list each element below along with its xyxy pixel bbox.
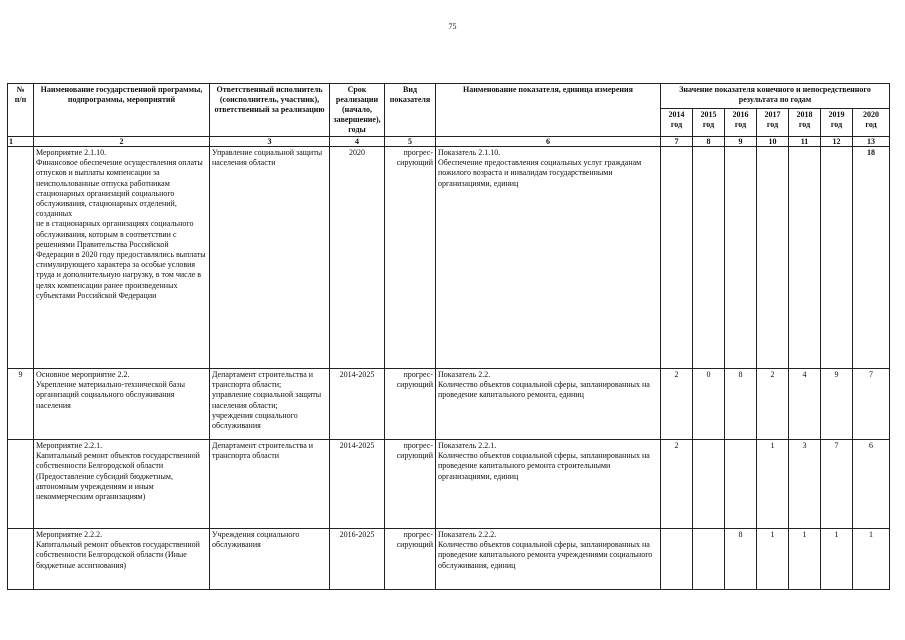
row-responsible: Управление социальной защиты населения области <box>210 147 330 369</box>
column-number: 11 <box>789 137 821 147</box>
table-row <box>8 369 890 440</box>
column-number: 2 <box>34 137 210 147</box>
row-term: 2016-2025 <box>330 529 385 590</box>
row-value: 18 <box>853 147 890 369</box>
column-number: 4 <box>330 137 385 147</box>
row-value: 1 <box>757 440 789 529</box>
table-row <box>8 440 890 529</box>
column-number: 13 <box>853 137 890 147</box>
column-numbers-row <box>8 137 890 147</box>
row-value: 8 <box>725 529 757 590</box>
row-responsible: Департамент строительства и транспорта области; управление социальной защиты населения области; учреждения социального обслуживания <box>210 369 330 440</box>
row-value: 3 <box>789 440 821 529</box>
row-num <box>8 147 34 369</box>
row-value <box>757 147 789 369</box>
row-indicator: Показатель 2.1.10. Обеспечение предоставления социальных услуг гражданам пожилого возраста и инвалидам государственными организациями, единиц <box>436 147 661 369</box>
row-value <box>693 529 725 590</box>
column-number: 9 <box>725 137 757 147</box>
row-name: Мероприятие 2.2.2. Капитальный ремонт объектов государственной собственности Белгородской области (Иные бюджетные ассигнования) <box>34 529 210 590</box>
column-number: 6 <box>436 137 661 147</box>
header-indicator: Наименование показателя, единица измерения <box>436 84 661 137</box>
row-term: 2020 <box>330 147 385 369</box>
row-num <box>8 440 34 529</box>
header-name: Наименование государственной программы, подпрограммы, мероприятий <box>34 84 210 137</box>
header-term: Срок реализации (начало, завершение), годы <box>330 84 385 137</box>
row-value: 1 <box>757 529 789 590</box>
table-row <box>8 147 890 369</box>
row-name: Мероприятие 2.1.10. Финансовое обеспечение осуществления оплаты отпусков и выплаты компенсации за неиспользованные отпуска работникам стационарных организаций социального обслуживания, стационарных отделений, созданных не в стационарных организациях социального обслуживания, которым в соответствии с решениями Правительства Российской Федерации в 2020 году предоставлялись выплаты стимулирующего характера за особые условия труда и дополнительную нагрузку, в том числе в целях компенсации ранее произведенных субъектами Российской Федерации <box>34 147 210 369</box>
header-values-group: Значение показателя конечного и непосредственного результата по годам <box>661 84 890 109</box>
column-number: 10 <box>757 137 789 147</box>
row-value: 0 <box>693 369 725 440</box>
row-value: 1 <box>853 529 890 590</box>
row-value: 4 <box>789 369 821 440</box>
header-row <box>8 84 890 109</box>
header-year: 2014 год <box>661 109 693 137</box>
row-value: 1 <box>821 529 853 590</box>
row-value <box>725 147 757 369</box>
row-indicator: Показатель 2.2.2. Количество объектов социальной сферы, запланированных на проведение капитального ремонта учреждениями социального обслуживания, единиц <box>436 529 661 590</box>
row-value: 8 <box>725 369 757 440</box>
row-indicator: Показатель 2.2. Количество объектов социальной сферы, запланированных на проведение капитального ремонта, единиц <box>436 369 661 440</box>
header-year: 2017 год <box>757 109 789 137</box>
column-number: 5 <box>385 137 436 147</box>
row-value: 1 <box>789 529 821 590</box>
row-type: прогрес- сирующий <box>385 369 436 440</box>
row-value: 7 <box>853 369 890 440</box>
row-value: 2 <box>661 440 693 529</box>
header-responsible: Ответственный исполнитель (соисполнитель, участник), ответственный за реализацию <box>210 84 330 137</box>
row-responsible: Департамент строительства и транспорта области <box>210 440 330 529</box>
row-value <box>693 440 725 529</box>
row-type: прогрес- сирующий <box>385 440 436 529</box>
row-term: 2014-2025 <box>330 440 385 529</box>
row-type: прогрес- сирующий <box>385 147 436 369</box>
header-year: 2018 год <box>789 109 821 137</box>
row-value <box>661 529 693 590</box>
row-responsible: Учреждения социального обслуживания <box>210 529 330 590</box>
column-number: 7 <box>661 137 693 147</box>
row-value <box>661 147 693 369</box>
row-value <box>693 147 725 369</box>
program-indicators-table <box>7 83 890 590</box>
row-value <box>821 147 853 369</box>
header-year: 2020 год <box>853 109 890 137</box>
row-value: 2 <box>661 369 693 440</box>
row-num <box>8 529 34 590</box>
header-year: 2016 год <box>725 109 757 137</box>
row-name: Основное мероприятие 2.2. Укрепление материально-технической базы организаций социального обслуживания населения <box>34 369 210 440</box>
row-value: 7 <box>821 440 853 529</box>
header-num: № п/п <box>8 84 34 137</box>
row-value: 6 <box>853 440 890 529</box>
row-value: 2 <box>757 369 789 440</box>
row-type: прогрес- сирующий <box>385 529 436 590</box>
page-number: 75 <box>448 22 457 31</box>
table-row <box>8 529 890 590</box>
row-value <box>725 440 757 529</box>
row-value: 9 <box>821 369 853 440</box>
row-name: Мероприятие 2.2.1. Капитальный ремонт объектов государственной собственности Белгородской области (Предоставление субсидий бюджетным, автономным учреждениям и иным некоммерческим организациям) <box>34 440 210 529</box>
header-year: 2015 год <box>693 109 725 137</box>
row-indicator: Показатель 2.2.1. Количество объектов социальной сферы, запланированных на проведение капитального ремонта строительными организациями, единиц <box>436 440 661 529</box>
column-number: 3 <box>210 137 330 147</box>
row-value <box>789 147 821 369</box>
column-number: 12 <box>821 137 853 147</box>
header-year: 2019 год <box>821 109 853 137</box>
row-num: 9 <box>8 369 34 440</box>
header-type: Вид показателя <box>385 84 436 137</box>
row-term: 2014-2025 <box>330 369 385 440</box>
column-number: 8 <box>693 137 725 147</box>
column-number: 1 <box>8 137 34 147</box>
